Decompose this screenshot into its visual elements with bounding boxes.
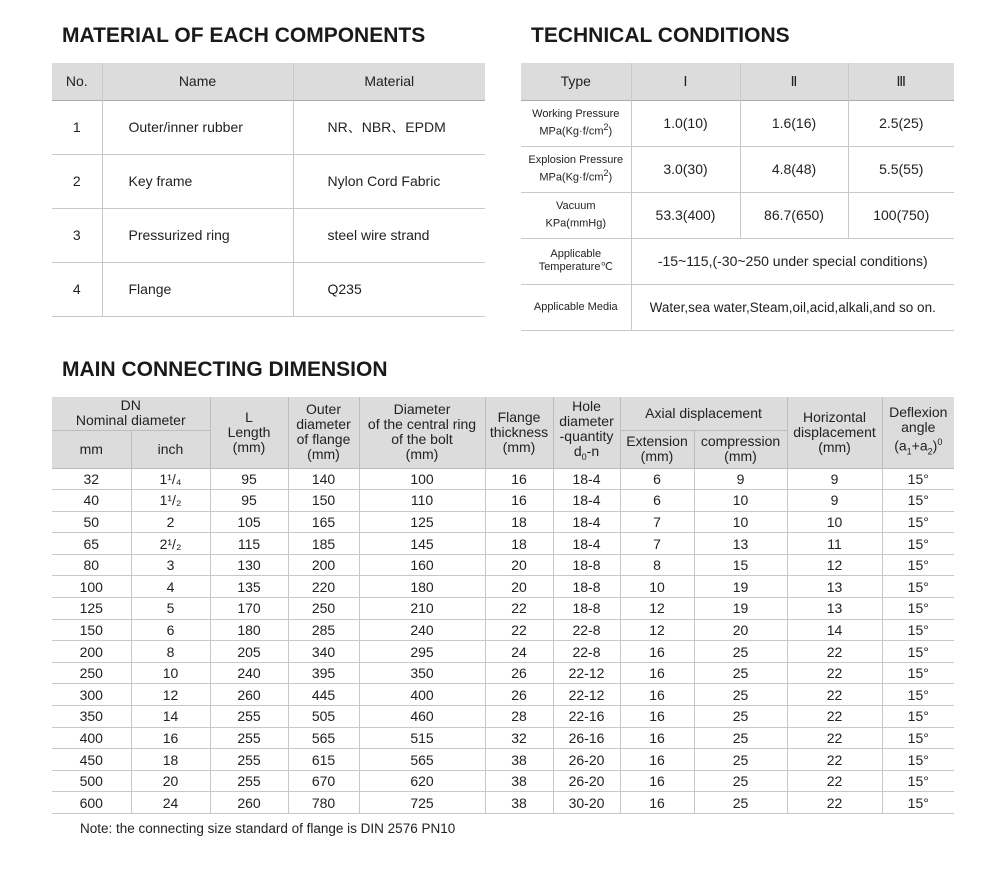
cell-bolt-diameter: 725 [359, 792, 485, 814]
cell-extension: 10 [620, 576, 694, 598]
cell-extension: 16 [620, 749, 694, 771]
cell-length: 240 [210, 662, 288, 684]
cell-flange-thickness: 18 [485, 533, 553, 555]
table-row [52, 511, 954, 533]
cell-outer-diameter: 445 [288, 684, 359, 706]
cell-dn-mm: 150 [52, 619, 131, 641]
cell-extension: 12 [620, 598, 694, 620]
technical-row-label: Explosion Pressure $MPa(Kg\cdot f/cm^2)$ [521, 146, 631, 192]
cell-extension: 16 [620, 684, 694, 706]
cell-dn-mm: 40 [52, 490, 131, 512]
cell-bolt-diameter: 125 [359, 511, 485, 533]
cell-flange-thickness: 22 [485, 598, 553, 620]
cell-horizontal-displacement: 22 [787, 662, 882, 684]
cell-horizontal-displacement: 13 [787, 598, 882, 620]
cell-flange-thickness: 20 [485, 576, 553, 598]
cell-flange-thickness: 26 [485, 662, 553, 684]
material-table [52, 63, 485, 317]
cell-deflexion-angle: 15° [907, 513, 929, 530]
cell-dn-inch: 16 [131, 727, 210, 749]
cell-hole-quantity: 26-20 [553, 749, 620, 771]
material-row [52, 154, 485, 208]
cell-hole-quantity: 22-8 [553, 619, 620, 641]
media-value: Water,sea water,Steam,oil,acid,alkali,and so on. [649, 299, 936, 315]
material-component-material: Nylon Cord Fabric [327, 173, 441, 189]
cell-length: 180 [210, 619, 288, 641]
dimension-header-row-1 [52, 397, 954, 430]
cell-outer-diameter: 670 [288, 770, 359, 792]
cell-compression: 25 [694, 641, 787, 663]
technical-value-type-2: 4.8(48) [740, 146, 848, 192]
temperature-value: -15~115,(-30~250 under special conditions) [657, 253, 928, 269]
material-header-no: No. [52, 63, 102, 100]
cell-outer-diameter: 615 [288, 749, 359, 771]
technical-row [521, 100, 954, 146]
cell-compression: 25 [694, 706, 787, 728]
material-component-name: Flange [102, 262, 293, 316]
cell-outer-diameter: 200 [288, 554, 359, 576]
technical-header-row [521, 63, 954, 100]
cell-dn-inch: 10 [131, 662, 210, 684]
cell-hole-quantity: 18-4 [553, 490, 620, 512]
technical-table [521, 63, 954, 331]
cell-outer-diameter: 395 [288, 662, 359, 684]
table-row [52, 770, 954, 792]
header-mm: mm [52, 430, 131, 468]
header-compression: compression (mm) [694, 430, 787, 468]
cell-dn-inch: 24 [131, 792, 210, 814]
dimension-title: MAIN CONNECTING DIMENSION [62, 358, 388, 381]
cell-dn-mm: 200 [52, 641, 131, 663]
cell-dn-mm: 400 [52, 727, 131, 749]
cell-extension: 16 [620, 662, 694, 684]
cell-bolt-diameter: 295 [359, 641, 485, 663]
cell-deflexion-angle: 15° [907, 557, 929, 574]
cell-horizontal-displacement: 22 [787, 749, 882, 771]
technical-row-temperature [521, 238, 954, 284]
table-row [52, 706, 954, 728]
cell-dn-mm: 100 [52, 576, 131, 598]
header-inch: inch [131, 430, 210, 468]
cell-bolt-diameter: 160 [359, 554, 485, 576]
material-component-name: Pressurized ring [102, 208, 293, 262]
cell-extension: 7 [620, 533, 694, 555]
material-no: 2 [52, 154, 102, 208]
cell-dn-mm: 250 [52, 662, 131, 684]
cell-length: 205 [210, 641, 288, 663]
cell-bolt-diameter: 620 [359, 770, 485, 792]
cell-dn-inch: 1¹/₂ [131, 490, 210, 512]
cell-compression: 25 [694, 770, 787, 792]
technical-value-type-1: 3.0(30) [631, 146, 740, 192]
header-horizontal-displacement: Horizontal displacement (mm) [787, 397, 882, 468]
cell-bolt-diameter: 400 [359, 684, 485, 706]
cell-compression: 25 [694, 684, 787, 706]
cell-bolt-diameter: 180 [359, 576, 485, 598]
table-row [52, 619, 954, 641]
cell-horizontal-displacement: 13 [787, 576, 882, 598]
cell-length: 260 [210, 684, 288, 706]
media-label: Applicable Media [521, 284, 631, 330]
cell-outer-diameter: 185 [288, 533, 359, 555]
cell-horizontal-displacement: 12 [787, 554, 882, 576]
material-no: 4 [52, 262, 102, 316]
header-outer-diameter: Outer diameter of flange (mm) [288, 397, 359, 468]
cell-length: 105 [210, 511, 288, 533]
cell-horizontal-displacement: 22 [787, 727, 882, 749]
cell-flange-thickness: 38 [485, 749, 553, 771]
cell-hole-quantity: 18-8 [553, 598, 620, 620]
cell-bolt-diameter: 110 [359, 490, 485, 512]
cell-dn-mm: 80 [52, 554, 131, 576]
cell-length: 260 [210, 792, 288, 814]
cell-length: 95 [210, 468, 288, 490]
cell-flange-thickness: 38 [485, 770, 553, 792]
cell-dn-inch: 4 [131, 576, 210, 598]
technical-title: TECHNICAL CONDITIONS [531, 24, 790, 47]
cell-extension: 6 [620, 468, 694, 490]
cell-flange-thickness: 16 [485, 468, 553, 490]
cell-deflexion-angle: 15° [907, 773, 929, 790]
cell-extension: 6 [620, 490, 694, 512]
technical-value-type-2: 86.7(650) [740, 192, 848, 238]
cell-horizontal-displacement: 10 [787, 511, 882, 533]
cell-dn-mm: 300 [52, 684, 131, 706]
cell-extension: 7 [620, 511, 694, 533]
cell-length: 135 [210, 576, 288, 598]
cell-dn-inch: 2 [131, 511, 210, 533]
cell-bolt-diameter: 100 [359, 468, 485, 490]
cell-hole-quantity: 18-8 [553, 554, 620, 576]
header-hole: Hole diameter -quantity $d_0-n$ [553, 397, 620, 468]
cell-dn-mm: 125 [52, 598, 131, 620]
table-row [52, 792, 954, 814]
table-row [52, 662, 954, 684]
cell-flange-thickness: 32 [485, 727, 553, 749]
cell-compression: 25 [694, 792, 787, 814]
cell-deflexion-angle: 15° [907, 686, 929, 703]
material-component-name: Key frame [102, 154, 293, 208]
cell-compression: 10 [694, 490, 787, 512]
technical-header-type-1: Ⅰ [631, 63, 740, 100]
cell-compression: 25 [694, 662, 787, 684]
cell-dn-mm: 600 [52, 792, 131, 814]
header-axial-displacement: Axial displacement [620, 397, 787, 430]
cell-extension: 16 [620, 727, 694, 749]
cell-flange-thickness: 28 [485, 706, 553, 728]
material-row [52, 100, 485, 154]
technical-row-media [521, 284, 954, 330]
material-row [52, 262, 485, 316]
cell-extension: 16 [620, 770, 694, 792]
cell-hole-quantity: 18-4 [553, 533, 620, 555]
technical-value-type-1: 1.0(10) [631, 100, 740, 146]
cell-dn-inch: 12 [131, 684, 210, 706]
cell-outer-diameter: 250 [288, 598, 359, 620]
cell-deflexion-angle: 15° [907, 643, 929, 660]
cell-compression: 20 [694, 619, 787, 641]
cell-compression: 25 [694, 749, 787, 771]
header-flange-thickness: Flange thickness (mm) [485, 397, 553, 468]
cell-hole-quantity: 30-20 [553, 792, 620, 814]
cell-dn-inch: 1¹/₄ [131, 468, 210, 490]
technical-header-type-3: Ⅲ [896, 72, 907, 89]
technical-row [521, 146, 954, 192]
cell-dn-inch: 18 [131, 749, 210, 771]
cell-hole-quantity: 18-8 [553, 576, 620, 598]
header-extension: Extension (mm) [620, 430, 694, 468]
cell-flange-thickness: 18 [485, 511, 553, 533]
technical-header-type-2: Ⅱ [740, 63, 848, 100]
technical-value-type-2: 1.6(16) [740, 100, 848, 146]
cell-deflexion-angle: 15° [907, 621, 929, 638]
cell-flange-thickness: 16 [485, 490, 553, 512]
cell-outer-diameter: 780 [288, 792, 359, 814]
cell-dn-mm: 350 [52, 706, 131, 728]
cell-length: 255 [210, 727, 288, 749]
cell-dn-mm: 65 [52, 533, 131, 555]
cell-outer-diameter: 220 [288, 576, 359, 598]
cell-dn-inch: 2¹/₂ [131, 533, 210, 555]
cell-flange-thickness: 24 [485, 641, 553, 663]
cell-extension: 16 [620, 792, 694, 814]
cell-length: 255 [210, 749, 288, 771]
material-component-name: Outer/inner rubber [102, 100, 293, 154]
cell-bolt-diameter: 145 [359, 533, 485, 555]
cell-outer-diameter: 565 [288, 727, 359, 749]
cell-horizontal-displacement: 22 [787, 770, 882, 792]
material-component-material: steel wire strand [327, 227, 430, 243]
cell-extension: 16 [620, 706, 694, 728]
cell-horizontal-displacement: 22 [787, 706, 882, 728]
material-header-name: Name [102, 63, 293, 100]
table-row [52, 598, 954, 620]
cell-dn-mm: 32 [52, 468, 131, 490]
cell-deflexion-angle: 15° [907, 492, 929, 509]
table-row [52, 641, 954, 663]
cell-dn-inch: 8 [131, 641, 210, 663]
cell-hole-quantity: 22-12 [553, 684, 620, 706]
header-deflexion-angle: Deflexion angle $(a_1+a_2)^0$ [882, 397, 954, 468]
cell-compression: 10 [694, 511, 787, 533]
cell-horizontal-displacement: 22 [787, 684, 882, 706]
cell-outer-diameter: 165 [288, 511, 359, 533]
cell-hole-quantity: 22-16 [553, 706, 620, 728]
cell-horizontal-displacement: 22 [787, 641, 882, 663]
temperature-label: Applicable Temperature℃ [521, 238, 631, 284]
cell-dn-mm: 450 [52, 749, 131, 771]
cell-bolt-diameter: 460 [359, 706, 485, 728]
technical-row-label: Vacuum KPa(mmHg) [521, 192, 631, 238]
cell-extension: 12 [620, 619, 694, 641]
cell-flange-thickness: 38 [485, 792, 553, 814]
cell-deflexion-angle: 15° [907, 708, 929, 725]
cell-length: 130 [210, 554, 288, 576]
cell-outer-diameter: 150 [288, 490, 359, 512]
cell-outer-diameter: 340 [288, 641, 359, 663]
technical-row-label: Working Pressure $MPa(Kg\cdot f/cm^2)$ [521, 100, 631, 146]
cell-hole-quantity: 18-4 [553, 468, 620, 490]
cell-horizontal-displacement: 22 [787, 792, 882, 814]
cell-outer-diameter: 285 [288, 619, 359, 641]
cell-compression: 13 [694, 533, 787, 555]
table-row [52, 684, 954, 706]
cell-length: 255 [210, 706, 288, 728]
technical-value-type-1: 53.3(400) [631, 192, 740, 238]
cell-dn-inch: 5 [131, 598, 210, 620]
cell-dn-inch: 3 [131, 554, 210, 576]
material-title: MATERIAL OF EACH COMPONENTS [62, 24, 426, 47]
cell-dn-inch: 20 [131, 770, 210, 792]
material-no: 3 [52, 208, 102, 262]
cell-bolt-diameter: 240 [359, 619, 485, 641]
cell-dn-inch: 6 [131, 619, 210, 641]
material-row [52, 208, 485, 262]
material-component-material: NR、NBR、EPDM [327, 119, 446, 135]
material-header-material: Material [364, 73, 415, 90]
cell-deflexion-angle: 15° [907, 578, 929, 595]
cell-compression: 9 [694, 468, 787, 490]
footnote: Note: the connecting size standard of flange is DIN 2576 PN10 [80, 821, 456, 836]
cell-deflexion-angle: 15° [907, 600, 929, 617]
dimension-table [52, 397, 954, 814]
header-dn: DN Nominal diameter [52, 397, 210, 430]
header-length: L Length (mm) [210, 397, 288, 468]
cell-extension: 8 [620, 554, 694, 576]
cell-hole-quantity: 22-8 [553, 641, 620, 663]
cell-dn-mm: 50 [52, 511, 131, 533]
material-no: 1 [52, 100, 102, 154]
cell-bolt-diameter: 350 [359, 662, 485, 684]
table-row [52, 533, 954, 555]
cell-deflexion-angle: 15° [907, 665, 929, 682]
technical-header-type: Type [521, 63, 631, 100]
cell-dn-inch: 14 [131, 706, 210, 728]
cell-deflexion-angle: 15° [907, 535, 929, 552]
cell-length: 255 [210, 770, 288, 792]
cell-horizontal-displacement: 9 [787, 468, 882, 490]
cell-bolt-diameter: 210 [359, 598, 485, 620]
cell-bolt-diameter: 565 [359, 749, 485, 771]
technical-row [521, 192, 954, 238]
material-header-row [52, 63, 485, 100]
cell-bolt-diameter: 515 [359, 727, 485, 749]
cell-flange-thickness: 22 [485, 619, 553, 641]
cell-hole-quantity: 26-20 [553, 770, 620, 792]
table-row [52, 554, 954, 576]
cell-flange-thickness: 20 [485, 554, 553, 576]
cell-compression: 15 [694, 554, 787, 576]
technical-value-type-3: 2.5(25) [879, 115, 924, 131]
table-row [52, 749, 954, 771]
cell-dn-mm: 500 [52, 770, 131, 792]
cell-hole-quantity: 26-16 [553, 727, 620, 749]
material-component-material: Q235 [327, 281, 362, 297]
cell-compression: 19 [694, 576, 787, 598]
cell-horizontal-displacement: 14 [787, 619, 882, 641]
cell-deflexion-angle: 15° [907, 729, 929, 746]
cell-length: 115 [210, 533, 288, 555]
cell-horizontal-displacement: 9 [787, 490, 882, 512]
table-row [52, 727, 954, 749]
cell-deflexion-angle: 15° [907, 751, 929, 768]
cell-outer-diameter: 140 [288, 468, 359, 490]
cell-length: 170 [210, 598, 288, 620]
cell-hole-quantity: 18-4 [553, 511, 620, 533]
cell-deflexion-angle: 15° [907, 794, 929, 811]
table-row [52, 468, 954, 490]
cell-compression: 19 [694, 598, 787, 620]
cell-hole-quantity: 22-12 [553, 662, 620, 684]
header-bolt-diameter: Diameter of the central ring of the bolt (mm) [359, 397, 485, 468]
cell-outer-diameter: 505 [288, 706, 359, 728]
table-row [52, 490, 954, 512]
cell-flange-thickness: 26 [485, 684, 553, 706]
cell-length: 95 [210, 490, 288, 512]
table-row [52, 576, 954, 598]
technical-value-type-3: 5.5(55) [879, 161, 924, 177]
cell-extension: 16 [620, 641, 694, 663]
technical-value-type-3: 100(750) [873, 207, 930, 223]
cell-compression: 25 [694, 727, 787, 749]
cell-horizontal-displacement: 11 [787, 533, 882, 555]
cell-deflexion-angle: 15° [882, 468, 954, 490]
